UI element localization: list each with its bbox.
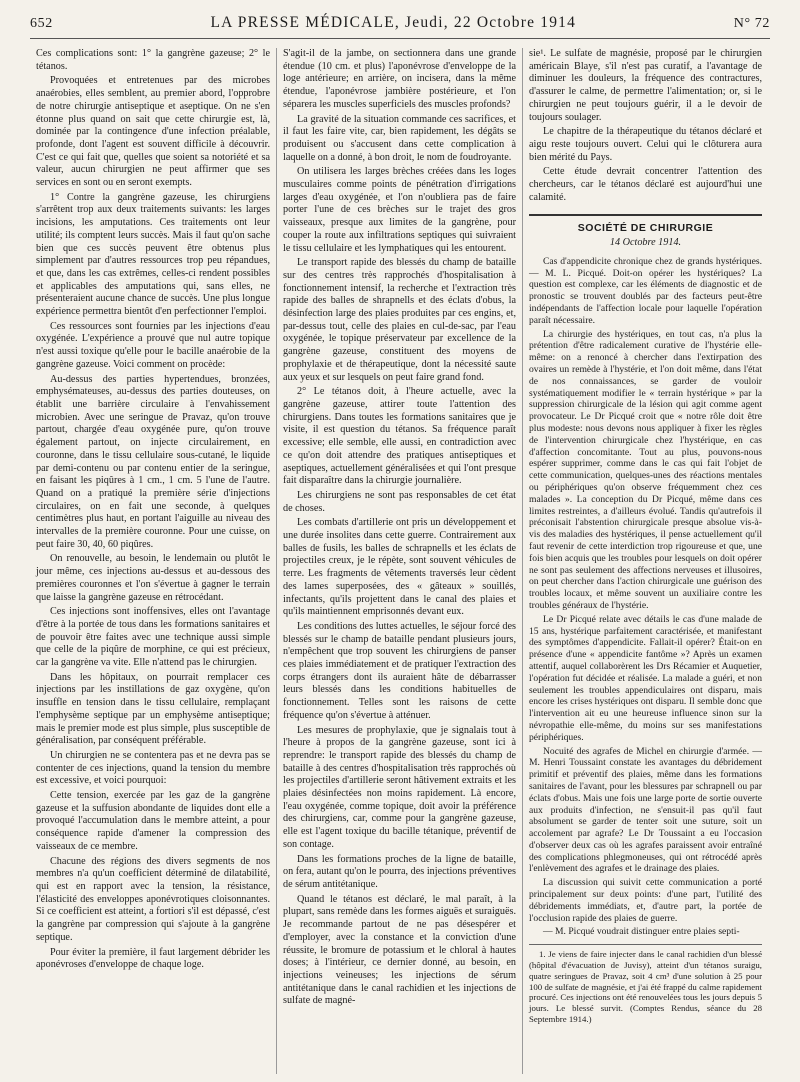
paragraph: S'agit-il de la jambe, on sectionnera dans une grande étendue (10 cm. et plus) l'aponévrose d'enveloppe de la loge antérieure; en arrière, on incisera, dans la même étendue, l'aponévrose jambière postérieure, et l'on séparera les muscles superficiels des muscles profonds? <box>283 48 516 110</box>
paragraph: Le Dr Picqué relate avec détails le cas d'une malade de 15 ans, hystérique parfaitement caractérisée, et manifestant des symptômes d'appendicite. Fallait-il opérer? Était-on en présence d'une « appendicite fantôme »? Après un examen attentif, auquel collaborèrent les Drs Récamier et Auquetier, l'opération fut décidée et réalisée. La malade a guéri, et non seulement les troubles appendiculaires ont disparu, mais encore les crises hystériques ont disparu. Il semble donc que l'intervention ait eu une heureuse influence sinon sur la névropathie elle-même, du moins sur ses manifestations périphériques. <box>529 613 762 743</box>
section-heading: SOCIÉTÉ DE CHIRURGIE <box>529 214 762 235</box>
journal-title: LA PRESSE MÉDICALE, Jeudi, 22 Octobre 1914 <box>210 14 577 31</box>
paragraph: Les combats d'artillerie ont pris un développement et une durée insolites dans cette guerre. Contrairement aux balles de fusils, les balles de schrapnells et les éclats de projectiles creux, je le répète, sont souvent véhicules de terre. Les fragments de vêtements traversés leur cèdent des lames superposées, des « gâteaux » souillés, infectants, qu'ils projettent dans le canal des plaies et qu'ils maintiennent emprisonnés devant eux. <box>283 517 516 618</box>
column-right <box>522 48 768 1074</box>
paragraph: Le chapitre de la thérapeutique du tétanos déclaré et aigu reste toujours ouvert. Celui qui le clôturera aura bien mérité du Pays. <box>529 126 762 163</box>
article-columns <box>30 48 770 1074</box>
column-left <box>30 48 276 1074</box>
paragraph: 1° Contre la gangrène gazeuse, les chirurgiens s'arrêtent trop aux deux traitements suivants: les larges incisions, les amputations. Ces traitements ont leur utilité; ils comptent leurs succès. Mais il faut qu'on sache bien que ces succès peuvent être obtenus plus simplement par d'autres ressources trop peu répandues, et que, dans les cas extrêmes, celles-ci rendent possibles et applicables des amputations qui, sans elles, ne présenteraient aucune chance de succès. Une plus longue expérience permettra bientôt d'en perfectionner l'emploi. <box>36 191 270 318</box>
paragraph: Provoquées et entretenues par des microbes anaérobies, elles semblent, au premier abord, l'opprobre de notre chirurgie antiseptique et aseptique. On ne s'en étonne plus quand on sait que cette chirurgie est, là, dominée par la contingence d'une infection préalable, profonde, dont l'agent est souvent difficile à découvrir. C'est ce qui fait que, quelles que soient sa notoriété et sa valeur, aucun chirurgien ne peut affirmer que ses services en sont ou en seront exempts. <box>36 75 270 189</box>
paragraph: sie¹. Le sulfate de magnésie, proposé par le chirurgien américain Blaye, s'il n'est pas curatif, a l'avantage de diminuer les douleurs, la fréquence des contractures, d'assurer le calme, de permettre l'alimentation; or, si le chirurgien ne peut toujours guérir, il a le devoir de toujours soulager. <box>529 48 762 123</box>
footnote-text: 1. Je viens de faire injecter dans le canal rachidien d'un blessé (hôpital d'évacuation de Juvisy), atteint d'un tétanos suraigu, quatre seringues de Pravaz, soit 4 cm³ d'une solution à 25 pour 100 de sulfate de magnésie, et j'ai été frappé du calme rapidement procuré. Ces injections ont été renouvelées tous les jours depuis 5 jours. Le blessé survit. (Comptes Rendus, séance du 28 Septembre 1914.) <box>529 949 762 1025</box>
column-middle <box>276 48 522 1074</box>
paragraph: Un chirurgien ne se contentera pas et ne devra pas se contenter de ces injections, quand la tension du membre est excessive, et voici pourquoi: <box>36 749 270 787</box>
paragraph: Ces ressources sont fournies par les injections d'eau oxygénée. L'expérience a prouvé que nul autre topique n'est aussi toxique qu'elle pour le bacille anaérobie de la gangrène gazeuse. Voici comment on procède: <box>36 320 270 370</box>
paragraph: Cette étude devrait concentrer l'attention des chercheurs, car le tétanos déclaré est aujourd'hui une calamité. <box>529 166 762 203</box>
issue-number: N° 72 <box>733 16 770 31</box>
paragraph: Cette tension, exercée par les gaz de la gangrène gazeuse et la suffusion abondante de liquides dont elle a provoqué l'accumulation dans le membre atteint, a pour conséquence rapide d'amener la compression des vaisseaux de ce membre. <box>36 790 270 852</box>
section-date: 14 Octobre 1914. <box>609 237 682 249</box>
paragraph: On renouvelle, au besoin, le lendemain ou plutôt le jour même, ces injections au-dessus et au-dessous des premières couronnes et l'on s'évertue à gagner le terrain que laisse la gangrène gazeuse en rétrocédant. <box>36 553 270 603</box>
paragraph: — M. Picqué voudrait distinguer entre plaies septi- <box>543 926 740 938</box>
paragraph: On utilisera les larges brèches créées dans les loges musculaires comme points de pénétration d'irrigations larges d'eau oxygénée, et l'on n'oubliera pas de faire porter l'une de ces brèches sur le trajet des gros vaisseaux, presque aux limites de la gangrène, pour couper la route aux infiltrations septiques qui suivraient le tissu cellulaire et les lymphatiques qui les entourent. <box>283 166 516 254</box>
paragraph: Dans les formations proches de la ligne de bataille, on fera, autant qu'on le pourra, des injections préventives de sérum antitétanique. <box>283 853 516 890</box>
paragraph: Les mesures de prophylaxie, que je signalais tout à l'heure à propos de la gangrène gazeuse, sont ici à reprendre: le transport rapide des blessés du champ de bataille à des centres d'hospitalisation très rapprochés où les projectiles d'artillerie seront hâtivement extraits et les plaies désinfectées non moins rapidement. Là encore, l'eau oxygénée, comme topique, doit avoir la préférence des chirurgiens, car, comme pour la gangrène gazeuse, elle est l'agent toxique du bacille tétanique, préventif de son contage. <box>283 724 516 850</box>
footnote <box>529 944 762 1025</box>
paragraph: Nocuité des agrafes de Michel en chirurgie d'armée. — M. Henri Toussaint constate les avantages du débridement primitif et préventif des plaies, même dans les formations sanitaires de l'avant, pour les blessures par schrapnell ou par éclats d'obus. Mais une fois une large porte de sortie ouverte aux produits d'infection, ne s'ensuit-il pas qu'il faut absolument se garder de tenter soit une suture, soit un accolement par agrafe? Le Dr Toussaint a eu l'occasion d'observer deux cas où les agrafes paraissent avoir entraîné des complications phlegmoneuses, qui ont rétrocédé après l'enlèvement des agrafes et le drainage des plaies. <box>529 745 762 875</box>
paragraph: Ces injections sont inoffensives, elles ont l'avantage d'être à la portée de tous dans les formations sanitaires et de pouvoir être faites avec une technique aussi simple que celle de la piqûre de morphine, ce qui est précieux, car la gangrène va vite. Elle n'attend pas le chirurgien. <box>36 606 270 669</box>
paragraph: La discussion qui suivit cette communication a porté principalement sur deux points: d'une part, l'utilité des débridements immédiats, et, d'autre part, la portée de l'occlusion rapide des plaies de guerre. <box>529 877 762 924</box>
paragraph: Ces complications sont: 1° la gangrène gazeuse; 2° le tétanos. <box>36 48 270 72</box>
paragraph: Cas d'appendicite chronique chez de grands hystériques. — M. L. Picqué. Doit-on opérer les hystériques? La question est complexe, car les éléments de diagnostic et de pronostic se trouvent doublés par des facteurs peut-être indépendants de l'affection locale pour laquelle l'opération paraît nécessaire. <box>529 255 762 326</box>
paragraph: 2° Le tétanos doit, à l'heure actuelle, avec la gangrène gazeuse, attirer toute l'attention des chirurgiens. Dans toutes les formations sanitaires que je visite, il est question du tétanos. Sa fréquence paraît excessive; elle semble, elle aussi, en contradiction avec ce qu'on doit attendre des pratiques antiseptiques et aseptiques, actuellement généralisées et qui l'ont presque fait disparaître dans la chirurgie journalière. <box>283 386 516 487</box>
paragraph: Pour éviter la première, il faut largement débrider les aponévroses d'enveloppe de chaque loge. <box>36 946 270 971</box>
paragraph: Les conditions des luttes actuelles, le séjour forcé des blessés sur le champ de bataille pendant plusieurs jours, n'empêchent que trop souvent les chirurgiens de panser ces plaies immédiatement et de pratiquer l'extraction des corps étrangers dont ils auraient hâte de débarrasser leurs blessés dans les conditions habituelles de fonctionnement. Telles sont les raisons de cette fréquence qu'on s'évertue à atténuer. <box>283 620 516 721</box>
page-number: 652 <box>30 16 53 31</box>
paragraph: La chirurgie des hystériques, en tout cas, n'a plus la prétention d'être radicalement curative de l'hystérie elle-même: on a renoncé à chercher dans l'extirpation des ovaires un remède à l'hystérie, et l'on doit même, dans l'état de nos connaissances, se garder de vouloir systématiquement modifier le « terrain hystérique » par la suppression chirurgicale de la lésion qui agit comme agent provocateur. Le Dr Picqué croit que « notre rôle doit être plus modeste: nous devons nous appliquer à fixer les règles de l'intervention chirurgicale chez l'hystérique, en cas d'affection concomitante. Tout au plus, pouvons-nous espérer supprimer, comme dans le cas qui fait l'objet de cette communication, quelques-unes des réactions mentales ou périphériques qu'on observe fréquemment chez ces malades ». La conception du Dr Picqué, même dans ces limites restreintes, a d'ailleurs évolué. Tandis qu'autrefois il préconisait l'abstention chirurgicale presque absolue vis-à-vis des maladies des hystériques, il pense actuellement qu'il faut revenir de cette interdiction trop rigoureuse et que, une fois bien acquis que les troubles pour lesquels on doit opérer ne sont pas seulement des affections nerveuses et illusoires, on peut chercher dans l'action chirurgicale une guérison des troubles locaux, et même souvent un auxiliaire contre les troubles généraux de l'hystérie. <box>529 328 762 611</box>
paragraph: Quand le tétanos est déclaré, le mal paraît, à la plupart, sans remède dans les formes aiguës et suraiguës. Je recommande partout de ne pas désespérer et d'employer, avec la constance et la conviction d'une réussite, le bromure de potassium et le chloral à hautes doses; à l'intérieur, ce dernier donné, au besoin, en injections veineuses; les injections de sérum antitétanique dans le canal rachidien et les injections de sulfate de magné- <box>283 893 516 1007</box>
page-header <box>30 14 770 39</box>
paragraph: Au-dessus des parties hypertendues, bronzées, emphysémateuses, au-dessus des parties douteuses, on établit une barrière circulaire à l'envahissement microbien. Avec une seringue de Pravaz, qu'on trouve partout, chargée d'eau oxygénée pure, qu'on trouve également partout, on injecte circulairement, en couronne, dans le tissu cellulaire sous-cutané, le liquide par demi-contenu ou par contenu entier de la seringue, en faisant les piqûres à 1 cm., 1 cm. 5 l'une de l'autre. Quand on a pratiqué la première série d'injections circulaires, on en fait une seconde, à quelques centimètres plus haut, en portant l'aiguille au niveau des intervalles de la première couronne. Pour une cuisse, on peut faire 30, 40, 60 piqûres. <box>36 373 270 550</box>
paragraph: Chacune des régions des divers segments de nos membres n'a qu'un coefficient déterminé de dilatabilité, qui est en rapport avec la tension, la résistance, l'élasticité des enveloppes aponévrotiques cloisonnantes. Si ce coefficient est atteint, a fortiori s'il est dépassé, c'est la gangrène par compression qui s'ajoute à la gangrène septique. <box>36 855 270 943</box>
paragraph: La gravité de la situation commande ces sacrifices, et il faut les faire vite, car, bien rapidement, les dégâts se produisent ou s'accusent dans cette complication à laquelle on a donné, à bon droit, le nom de foudroyante. <box>283 113 516 163</box>
paragraph: Les chirurgiens ne sont pas responsables de cet état de choses. <box>283 489 516 514</box>
paragraph: Dans les hôpitaux, on pourrait remplacer ces injections par les instillations de gaz oxygène, qu'on insuffle en tension dans le tissu cellulaire, remplaçant l'emphysème septique par un emphysème antiseptique; mais le premier mode est plus simple, plus susceptible de généralisation, par conséquent préférable. <box>36 671 270 747</box>
paragraph: Le transport rapide des blessés du champ de bataille sur des centres très rapprochés d'hospitalisation à fonctionnement intensif, la recherche et l'extraction très rapide des balles de shrapnells et des éclats d'obus, la désinfection large des plaies produites par ces engins, et, par-dessus tout, celle des plaies en cul-de-sac, par l'eau oxygénée, le topique préservateur par excellence de la gangrène gazeuse, constituent des moyens de prophylaxie et de thérapeutique, dont la nécessité saute aux yeux et sur lesquels on peut faire grand fond. <box>283 257 516 383</box>
